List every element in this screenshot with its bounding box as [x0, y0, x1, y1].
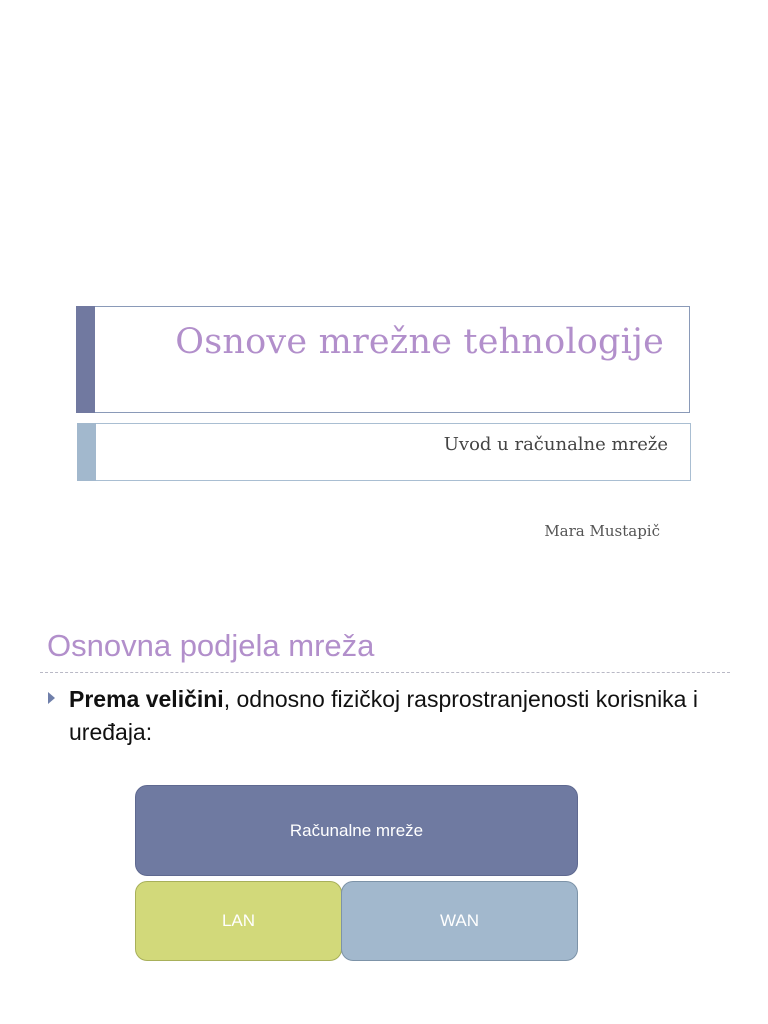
bullet-rest-text: , odnosno fizičkoj rasprostranjenosti korisnika i uređaja:: [69, 686, 698, 745]
section-title: Osnovna podjela mreža: [47, 628, 375, 663]
wan-node-label: WAN: [439, 911, 480, 930]
diagram-wan-node: [341, 881, 578, 961]
slide-title: Osnove mrežne tehnologije: [175, 322, 664, 362]
bullet-arrow-icon: [48, 692, 55, 704]
root-node-label: Računalne mreže: [289, 820, 424, 840]
diagram-root-node: [135, 785, 578, 876]
title-divider: [40, 672, 730, 673]
title-accent-bar: [76, 306, 95, 413]
subtitle-accent-bar: [77, 423, 96, 481]
diagram-lan-node: [135, 881, 342, 961]
author-name: Mara Mustapič: [544, 522, 660, 540]
bullet-item: [69, 683, 709, 749]
slide-subtitle: Uvod u računalne mreže: [443, 434, 668, 455]
lan-node-label: LAN: [221, 911, 256, 930]
bullet-bold-text: Prema veličini: [69, 686, 224, 712]
